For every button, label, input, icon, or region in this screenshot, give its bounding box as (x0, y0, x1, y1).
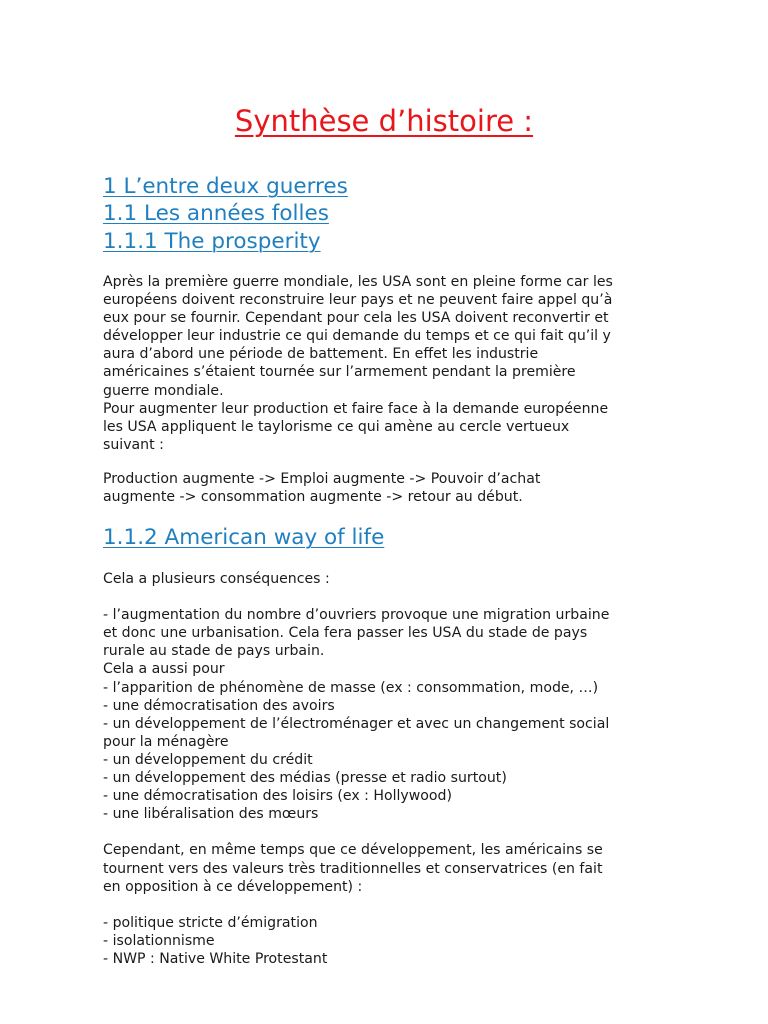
text-line: guerre mondiale. (103, 382, 224, 399)
text-line: européens doivent reconstruire leur pays et ne peuvent faire appel qu’à (103, 292, 613, 309)
text-line: et donc une urbanisation. Cela fera passer les USA du stade de pays (103, 625, 588, 642)
text-line: Après la première guerre mondiale, les USA sont en pleine forme car les (103, 274, 613, 290)
text-line: pour la ménagère (103, 733, 229, 750)
text-line: - NWP : Native White Protestant (103, 950, 328, 967)
text-line: rurale au stade de pays urbain. (103, 643, 325, 660)
text-line: - isolationnisme (103, 932, 215, 949)
text-line: - l’apparition de phénomène de masse (ex : consommation, mode, …) (103, 679, 599, 696)
text-line: aura d’abord une période de battement. En effet les industrie (103, 346, 539, 363)
text-line: développer leur industrie ce qui demande du temps et ce qui fait qu’il y (103, 328, 611, 345)
heading-annees-folles: 1.1 Les années folles (103, 201, 329, 226)
way-of-life-paragraph (103, 570, 663, 968)
text-line: eux pour se fournir. Cependant pour cela les USA doivent reconvertir et (103, 310, 609, 327)
document-title: Synthèse d’histoire : (234, 104, 534, 138)
text-line: Cela a aussi pour (103, 661, 225, 678)
text-line: suivant : (103, 436, 164, 453)
text-line: - une démocratisation des loisirs (ex : Hollywood) (103, 788, 452, 805)
text-line (103, 588, 663, 606)
text-line: - politique stricte d’émigration (103, 914, 318, 931)
text-line: Pour augmenter leur production et faire face à la demande européenne (103, 400, 609, 417)
virtuous-cycle-paragraph (103, 470, 663, 506)
text-line: Cela a plusieurs conséquences : (103, 571, 330, 587)
text-line: - l’augmentation du nombre d’ouvriers provoque une migration urbaine (103, 607, 610, 624)
prosperity-paragraph (103, 273, 663, 454)
text-line: en opposition à ce développement) : (103, 878, 363, 895)
heading-prosperity: 1.1.1 The prosperity (103, 229, 321, 254)
text-line (103, 823, 663, 841)
text-line: - une démocratisation des avoirs (103, 697, 335, 714)
heading-entre-deux-guerres: 1 L’entre deux guerres (103, 174, 348, 199)
text-line: les USA appliquent le taylorisme ce qui amène au cercle vertueux (103, 418, 570, 435)
text-line: Production augmente -> Emploi augmente -> Pouvoir d’achat (103, 471, 541, 487)
text-line: Cependant, en même temps que ce développement, les américains se (103, 842, 603, 859)
text-line: américaines s’étaient tournée sur l’armement pendant la première (103, 364, 576, 381)
heading-american-way-of-life: 1.1.2 American way of life (103, 525, 385, 550)
text-line: - un développement du crédit (103, 751, 313, 768)
text-line: tournent vers des valeurs très traditionnelles et conservatrices (en fait (103, 860, 603, 877)
text-line: - une libéralisation des mœurs (103, 806, 319, 823)
text-line: augmente -> consommation augmente -> retour au début. (103, 489, 523, 506)
text-line: - un développement de l’électroménager et avec un changement social (103, 715, 610, 732)
text-line: - un développement des médias (presse et radio surtout) (103, 770, 507, 787)
text-line (103, 896, 663, 914)
